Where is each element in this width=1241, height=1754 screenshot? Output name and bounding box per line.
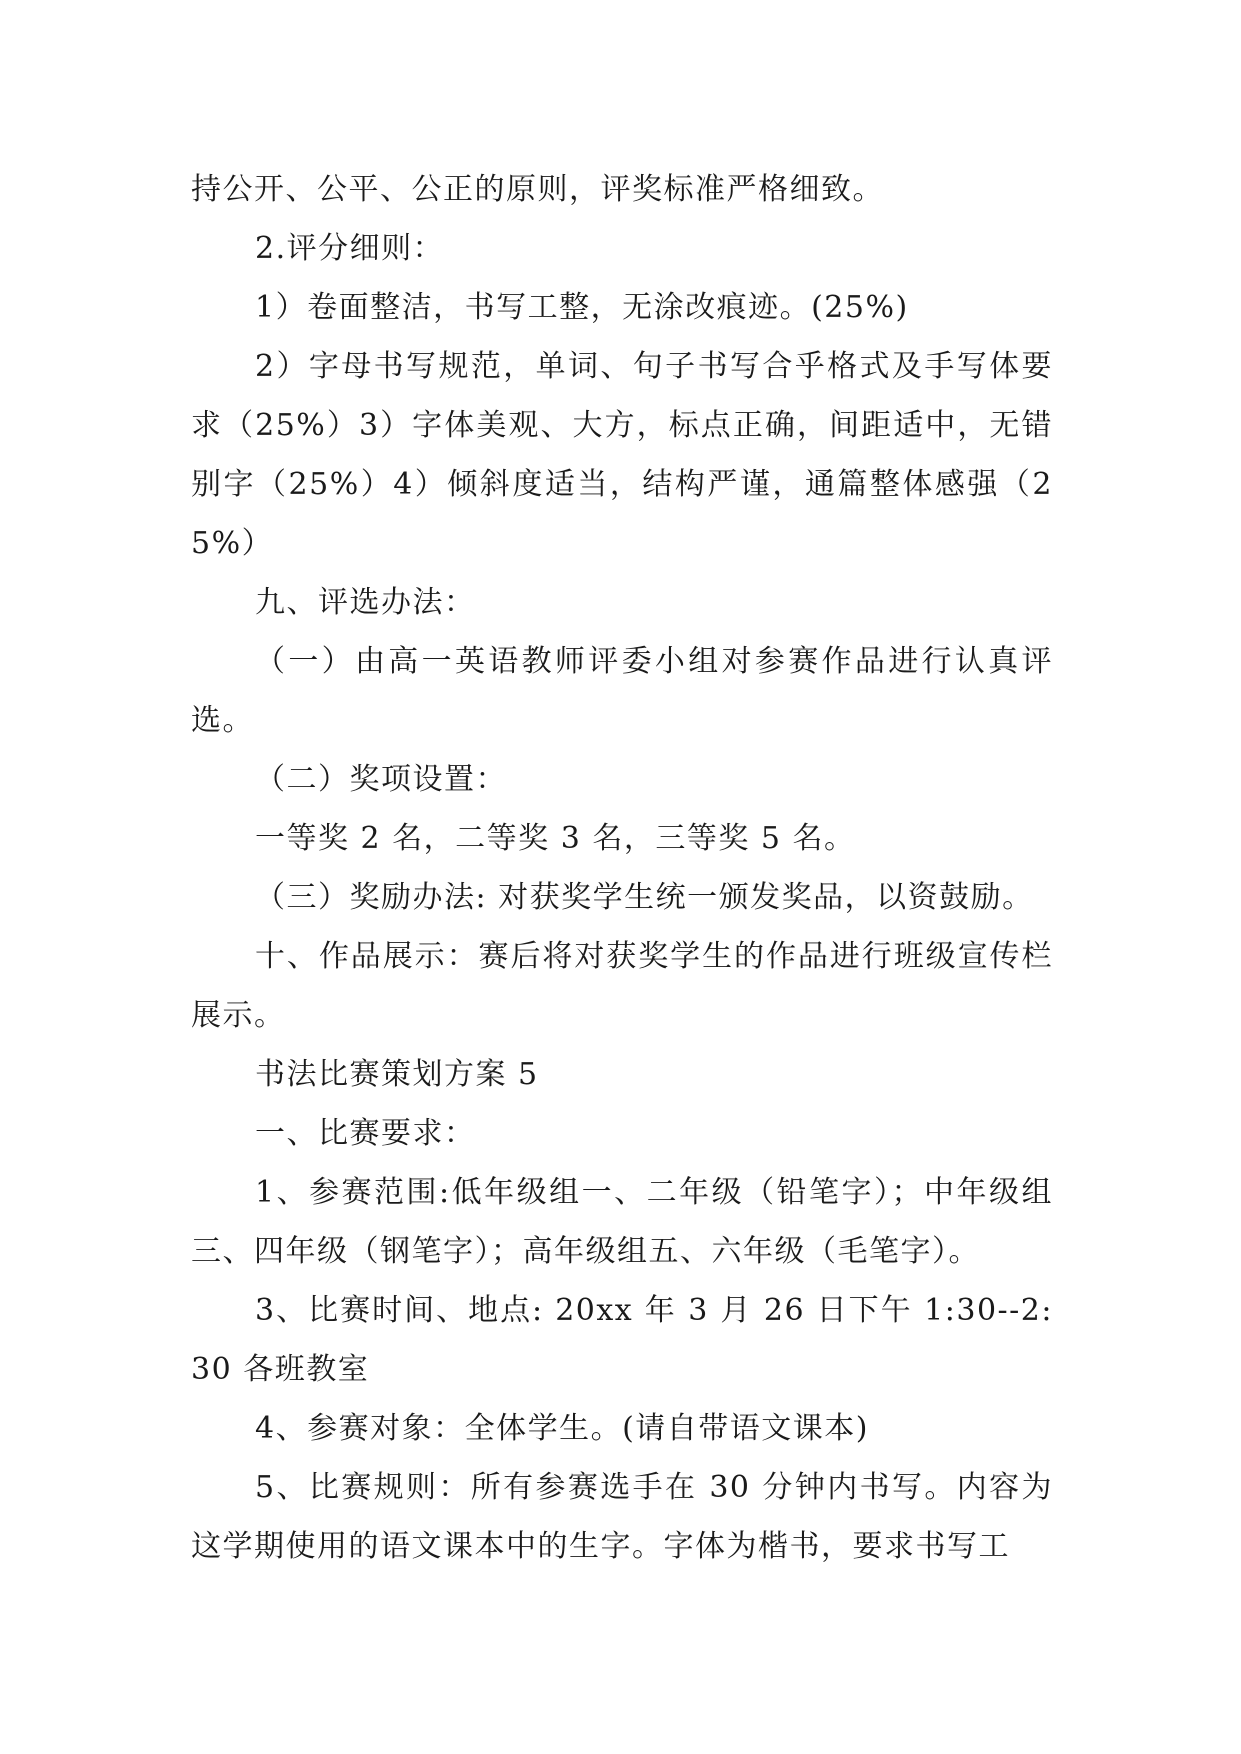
paragraph-requirements-heading: 一、比赛要求： <box>255 1116 476 1151</box>
paragraph-time-place: 3、比赛时间、地点: 20xx 年 3 月 26 日下午 1:30--2:30 各班教室 <box>191 1293 1053 1387</box>
paragraph-scoring-heading: 2.评分细则： <box>255 231 445 266</box>
paragraph-scope: 1、参赛范围:低年级组一、二年级（铅笔字）；中年级组三、四年级（钢笔字）；高年级组五、六年级（毛笔字）。 <box>191 1175 1053 1269</box>
paragraph-awards-detail: 一等奖 2 名，二等奖 3 名，三等奖 5 名。 <box>255 821 856 856</box>
paragraph-continuation: 持公开、公平、公正的原则，评奖标准严格细致。 <box>191 172 884 207</box>
section-title: 书法比赛策划方案 5 <box>255 1057 539 1092</box>
paragraph-selection-heading: 九、评选办法： <box>255 585 476 620</box>
paragraph-scoring-item-1: 1）卷面整洁，书写工整，无涂改痕迹。(25%) <box>255 290 909 325</box>
paragraph-selection-1: （一）由高一英语教师评委小组对参赛作品进行认真评选。 <box>191 644 1053 738</box>
paragraph-reward-method: （三）奖励办法: 对获奖学生统一颁发奖品，以资鼓励。 <box>255 880 1034 915</box>
paragraph-rules: 5、比赛规则：所有参赛选手在 30 分钟内书写。内容为这学期使用的语文课本中的生字。字体为楷书，要求书写工 <box>191 1470 1053 1564</box>
paragraph-scoring-items-2-4: 2）字母书写规范，单词、句子书写合乎格式及手写体要求（25%）3）字体美观、大方，标点正确，间距适中，无错别字（25%）4）倾斜度适当，结构严谨，通篇整体感强（25%） <box>191 349 1053 561</box>
document-body <box>191 160 1053 1576</box>
paragraph-exhibition: 十、作品展示：赛后将对获奖学生的作品进行班级宣传栏展示。 <box>191 939 1053 1033</box>
paragraph-awards-heading: （二）奖项设置： <box>255 762 507 797</box>
paragraph-participants: 4、参赛对象：全体学生。(请自带语文课本) <box>255 1411 869 1446</box>
